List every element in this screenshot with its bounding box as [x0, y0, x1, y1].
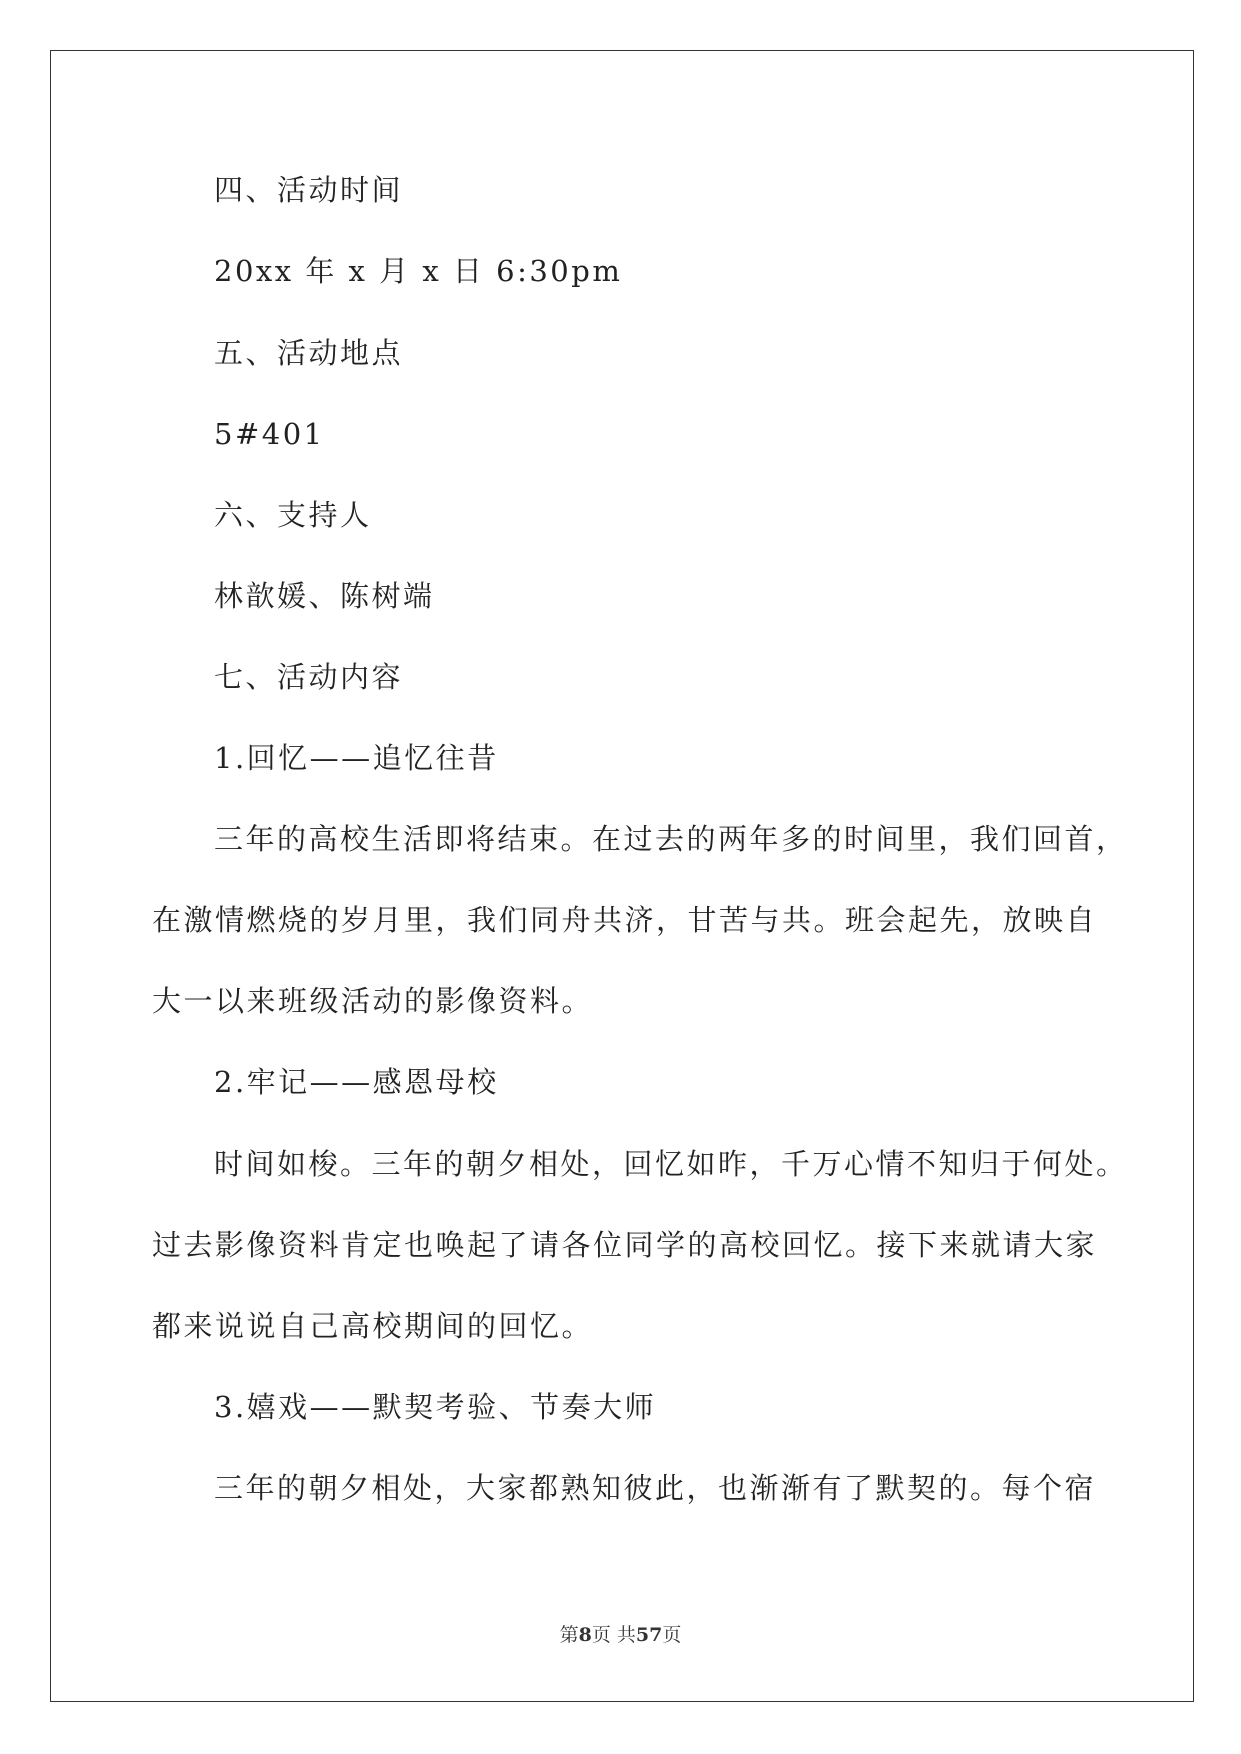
host-names-text: 林歆媛、陈树端 — [214, 579, 435, 613]
paragraph-1-line-2: 在激情燃烧的岁月里，我们同舟共济，甘苦与共。班会起先，放映自 — [152, 903, 1098, 937]
page-suffix: 页 — [662, 1624, 682, 1646]
page-border — [50, 50, 1194, 1702]
subsection-heading-3: 3.嬉戏——默契考验、节奏大师 — [214, 1390, 657, 1424]
paragraph-2-line-1: 时间如梭。三年的朝夕相处，回忆如昨，千万心情不知归于何处。 — [214, 1147, 1128, 1181]
page-number-footer — [0, 1620, 1241, 1647]
current-page-number: 8 — [578, 1624, 592, 1646]
subsection-heading-2: 2.牢记——感恩母校 — [214, 1065, 499, 1099]
page-prefix: 第 — [559, 1624, 579, 1646]
paragraph-1-line-1: 三年的高校生活即将结束。在过去的两年多的时间里，我们回首， — [214, 822, 1128, 856]
section-heading-location: 五、活动地点 — [214, 336, 404, 370]
page-mid: 页 共 — [591, 1624, 636, 1646]
section-heading-time: 四、活动时间 — [214, 173, 404, 207]
event-time-text: 20xx 年 x 月 x 日 6:30pm — [214, 254, 623, 288]
section-heading-host: 六、支持人 — [214, 498, 372, 532]
section-heading-content: 七、活动内容 — [214, 660, 404, 694]
total-page-number: 57 — [635, 1624, 663, 1646]
paragraph-3-line-1: 三年的朝夕相处，大家都熟知彼此，也渐渐有了默契的。每个宿 — [214, 1471, 1097, 1505]
event-location-text: 5#401 — [214, 417, 325, 451]
subsection-heading-1: 1.回忆——追忆往昔 — [214, 741, 499, 775]
paragraph-2-line-2: 过去影像资料肯定也唤起了请各位同学的高校回忆。接下来就请大家 — [152, 1228, 1098, 1262]
paragraph-2-line-3: 都来说说自己高校期间的回忆。 — [152, 1309, 594, 1343]
paragraph-1-line-3: 大一以来班级活动的影像资料。 — [152, 984, 594, 1018]
